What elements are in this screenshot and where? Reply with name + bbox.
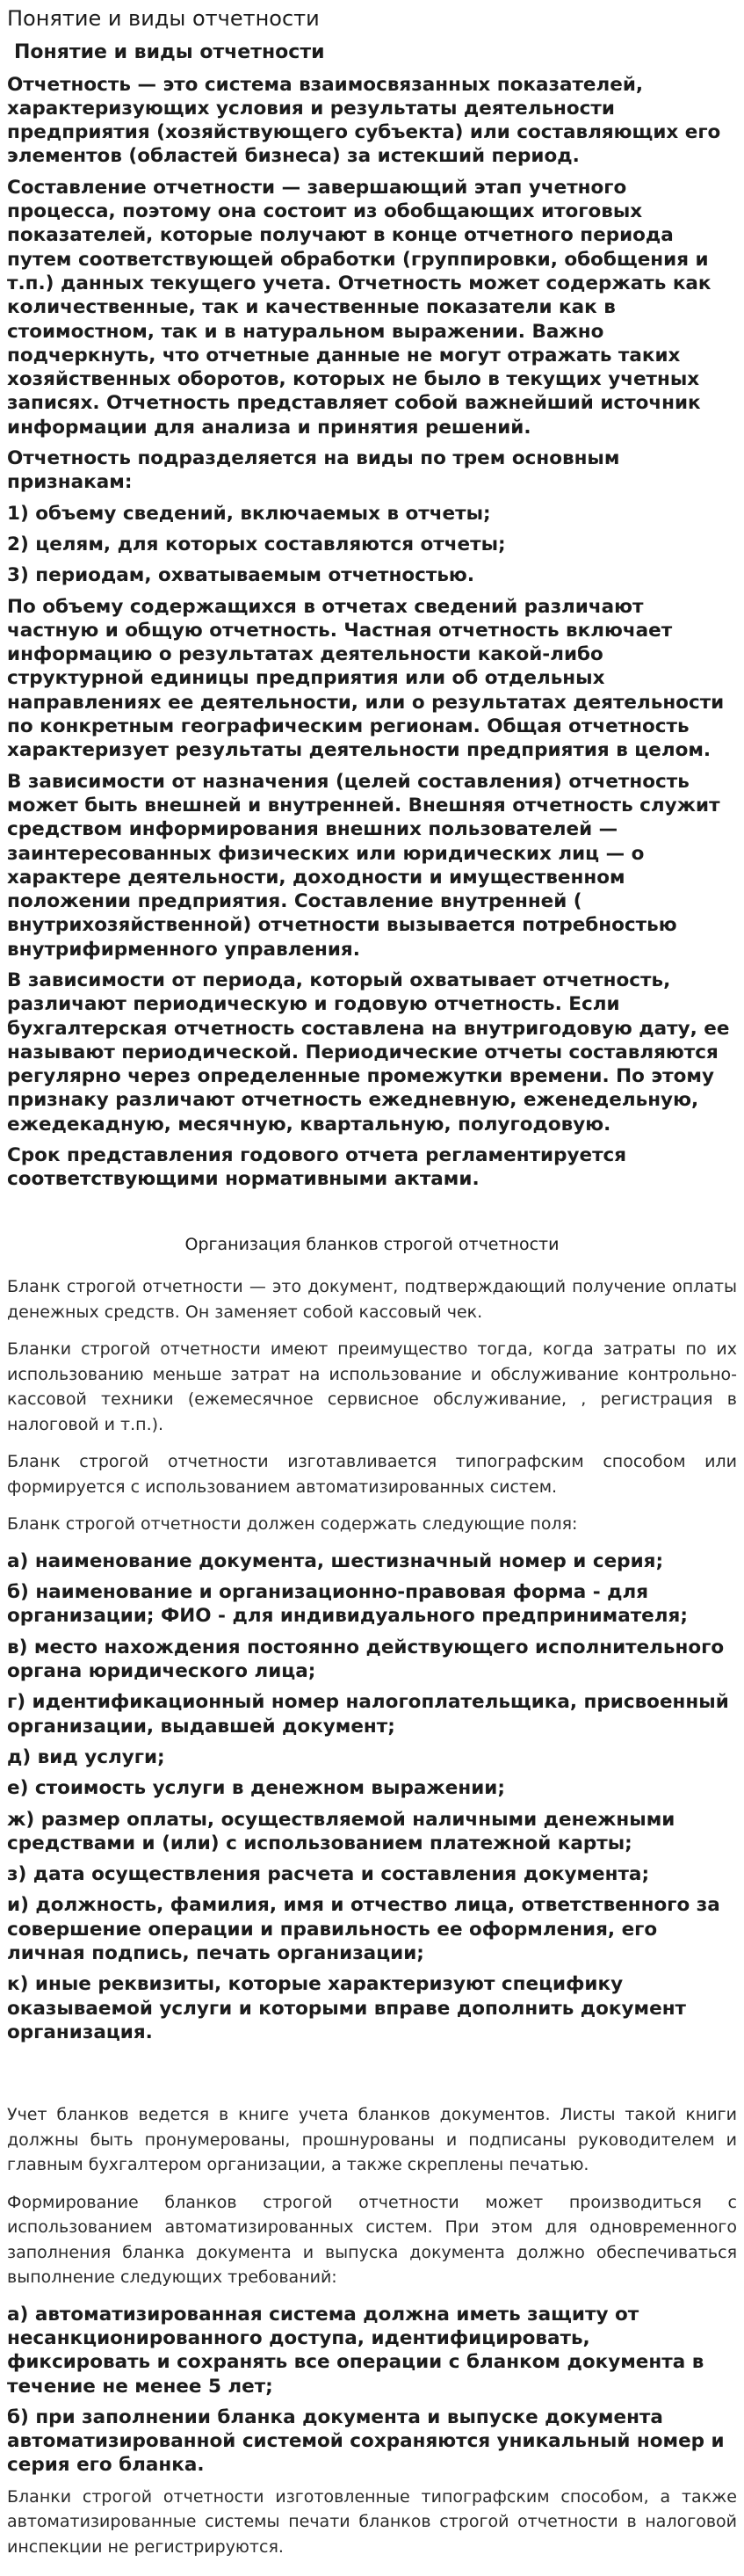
- paragraph-period: В зависимости от периода, который охватывает отчетность, различают периодическую и годовую отчетность. Если бухгалтерская отчетность составлена на внутригодовую дату, ее называют периодической. Периодические отчеты составляются регулярно через определенные промежутки времени. По этому признаку различают отчетность ежедневную, еженедельную, ежедекадную, месячную, квартальную, полугодовую.: [7, 969, 730, 1136]
- list-item: а) наименование документа, шестизначный номер и серия;: [7, 1549, 664, 1572]
- section-concept: [7, 40, 737, 1192]
- list-item: к) иные реквизиты, которые характеризуют специфику оказываемой услуги и которыми вправе дополнить документ организация.: [7, 1973, 687, 2043]
- paragraph-intro: Бланк строгой отчетности изготавливается типографским способом или формируется с использованием автоматизированных систем.: [7, 1452, 737, 1497]
- list-item: б) наименование и организационно-правовая форма - для организации; ФИО - для индивидуального предпринимателя;: [7, 1581, 688, 1628]
- criterion-item: 3) периодам, охватываемым отчетностью.: [7, 564, 474, 587]
- paragraph-purpose: В зависимости от назначения (целей составления) отчетность может быть внешней и внутренней. Внешняя отчетность служит средством информирования внешних пользователей — заинтересованных физических или юридических лиц — о характере деятельности, доходности и имущественном положении предприятия. Составление внутренней ( внутрихозяйственной) отчетности вызывается потребностью внутрифирменного управления.: [7, 770, 720, 961]
- paragraph-definition: Отчетность — это система взаимосвязанных показателей, характеризующих условия и результаты деятельности предприятия (хозяйствующего субъекта) или составляющих его элементов (областей бизнеса) за истекший период.: [7, 73, 721, 168]
- criterion-item: 1) объему сведений, включаемых в отчеты;: [7, 502, 491, 525]
- required-fields-list: [7, 1549, 737, 2044]
- paragraph-automated-forms: Формирование бланков строгой отчетности может производиться с использованием автоматизированных систем. При этом для одновременного заполнения бланка документа и выпуска документа должно обеспечиваться выполнение следующих требований:: [7, 2192, 737, 2288]
- paragraph-intro: Бланк строгой отчетности — это документ, подтверждающий получение оплаты денежных средств. Он заменяет собой кассовый чек.: [7, 1277, 737, 1322]
- list-item: и) должность, фамилия, имя и отчество лица, ответственного за совершение операции и правильность ее оформления, его личная подпись, печать организации;: [7, 1894, 720, 1964]
- list-item: в) место нахождения постоянно действующего исполнительного органа юридического лица;: [7, 1636, 725, 1683]
- paragraph-compilation: Составление отчетности — завершающий этап учетного процесса, поэтому она состоит из обобщающих итоговых показателей, которые получают в конце отчетного периода путем соответствующей обработки (группировки, обобщения и т.п.) данных текущего учета. Отчетность может содержать как количественные, так и качественные показатели как в стоимостном, так и в натуральном выражении. Важно подчеркнуть, что отчетные данные не могут отражать таких хозяйственных оборотов, которых не было в текущих учетных записях. Отчетность представляет собой важнейший источник информации для анализа и принятия решений.: [7, 176, 711, 439]
- paragraph-types-intro: Отчетность подразделяется на виды по трем основным признакам:: [7, 447, 620, 494]
- list-item: е) стоимость услуги в денежном выражении;: [7, 1777, 505, 1800]
- criterion-item: 2) целям, для которых составляются отчеты;: [7, 533, 506, 555]
- list-item: г) идентификационный номер налогоплательщика, присвоенный организации, выдавшей документ;: [7, 1691, 729, 1738]
- paragraph-intro: Бланк строгой отчетности должен содержать следующие поля:: [7, 1514, 578, 1535]
- list-item: б) при заполнении бланка документа и выпуске документа автоматизированной системой сохраняются уникальный номер и серия его бланка.: [7, 2405, 725, 2477]
- spacer: [7, 2051, 737, 2102]
- list-item: ж) размер оплаты, осуществляемой наличными денежными средствами и (или) с использованием платежной карты;: [7, 1808, 675, 1854]
- section-subtitle: Понятие и виды отчетности: [14, 41, 325, 63]
- section-title: Организация бланков строгой отчетности: [184, 1234, 560, 1254]
- paragraph-intro: Бланки строгой отчетности имеют преимущество тогда, когда затраты по их использованию меньше затрат на использование и обслуживание контрольно-кассовой техники (ежемесячное сервисное обслуживание, , регистрация в налоговой и т.п.).: [7, 1339, 737, 1434]
- list-item: а) автоматизированная система должна иметь защиту от несанкционированного доступа, идентифицировать, фиксировать и сохранять все операции с бланком документа в течение не менее 5 лет;: [7, 2303, 704, 2398]
- list-item: з) дата осуществления расчета и составления документа;: [7, 1863, 650, 1886]
- requirements-list: [7, 2303, 737, 2478]
- paragraph-closing: Бланки строгой отчетности изготовленные типографским способом, а также автоматизированные системы печати бланков строгой отчетности в налоговой инспекции не регистрируются.: [7, 2486, 737, 2557]
- paragraph-deadline: Срок представления годового отчета регламентируется соответствующими нормативными актами.: [7, 1144, 627, 1191]
- list-item: д) вид услуги;: [7, 1745, 165, 1768]
- paragraph-volume: По объему содержащихся в отчетах сведений различают частную и общую отчетность. Частная отчетность включает информацию о результатах деятельности какой-либо структурной единицы предприятия или об отдельных направлениях ее деятельности, или о результатах деятельности по конкретным географическим регионам. Общая отчетность характеризует результаты деятельности предприятия в целом.: [7, 595, 725, 762]
- section-strict-forms: [7, 1234, 737, 2560]
- document-title: Понятие и виды отчетности: [7, 6, 320, 31]
- paragraph-accounting-book: Учет бланков ведется в книге учета бланков документов. Листы такой книги должны быть пронумерованы, прошнурованы и подписаны руководителем и главным бухгалтером организации, а также скреплены печатью.: [7, 2105, 737, 2175]
